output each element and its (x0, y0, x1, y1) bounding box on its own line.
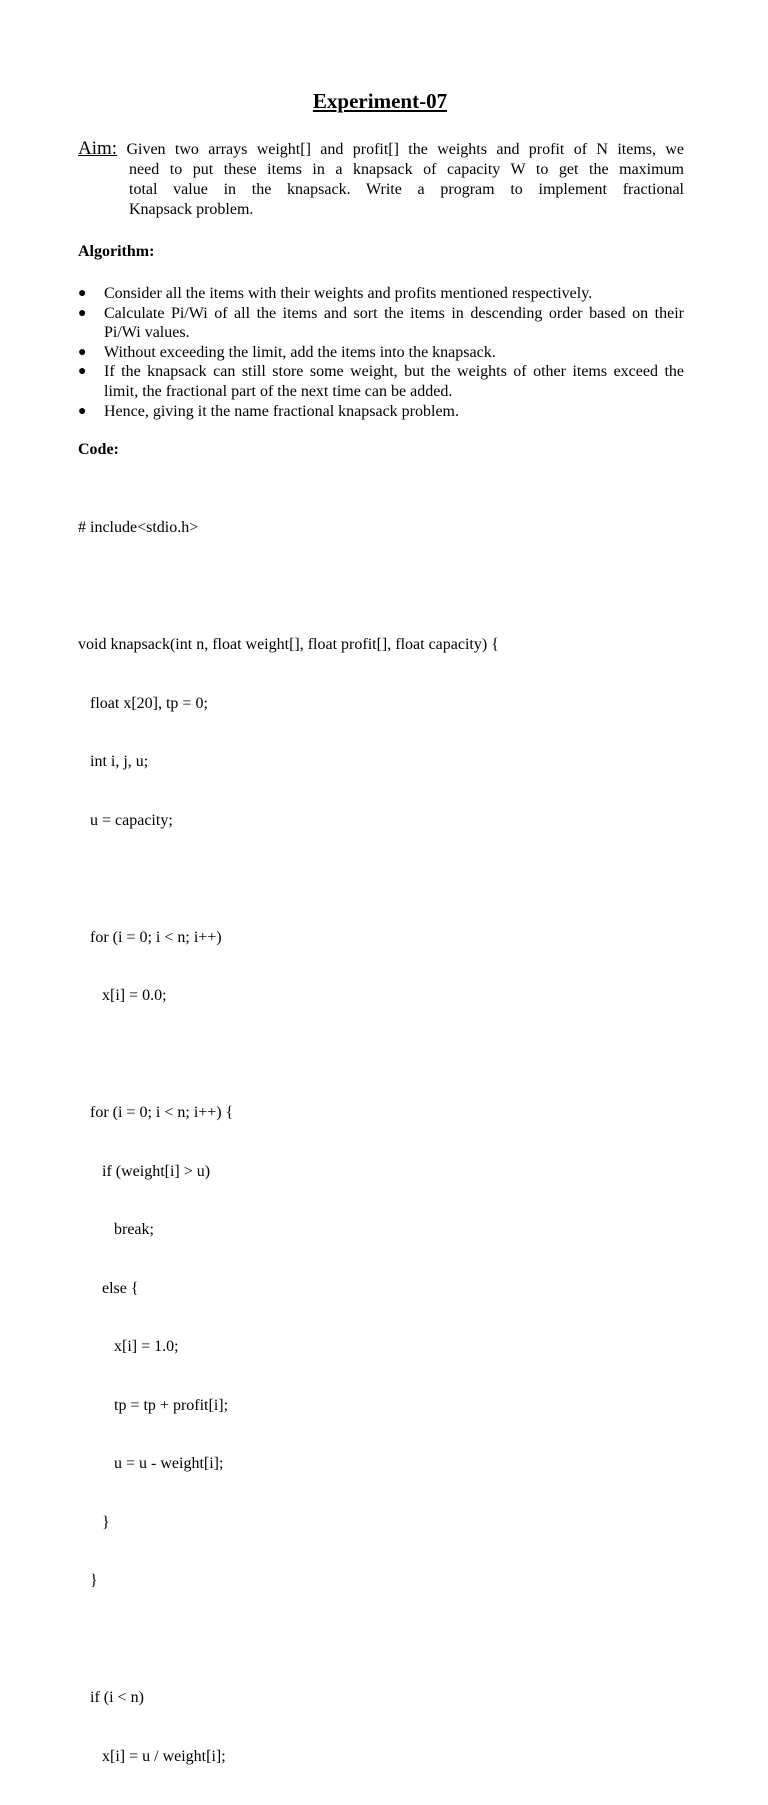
code-line: u = capacity; (78, 811, 173, 829)
algorithm-step (78, 343, 684, 363)
aim-label: Aim: (78, 138, 118, 159)
code-line: } (78, 1572, 98, 1589)
algorithm-step-text: Without exceeding the limit, add the items into the knapsack. (104, 343, 496, 361)
code-line: int i, j, u; (78, 753, 149, 770)
bullet-icon: ● (78, 286, 87, 301)
code-line: void knapsack(int n, float weight[], float profit[], float capacity) { (78, 636, 499, 653)
code-line (78, 869, 499, 889)
algorithm-step-text: Calculate Pi/Wi of all the items and sort the items in descending order based on their Pi/Wi values. (104, 304, 684, 342)
code-block (78, 479, 499, 1805)
code-line: } (78, 1513, 110, 1531)
code-line: else { (78, 1279, 139, 1297)
aim-text-line-3: total value in the knapsack. Write a program to implement fractional (129, 181, 684, 198)
code-line: if (i < n) (78, 1689, 144, 1706)
page-title: Experiment-07 (312, 89, 448, 113)
code-line: u = u - weight[i]; (78, 1455, 224, 1472)
code-line: for (i = 0; i < n; i++) { (78, 1104, 234, 1121)
code-line: for (i = 0; i < n; i++) (78, 928, 222, 946)
aim-text-line-4: Knapsack problem. (129, 201, 254, 218)
algorithm-step-text: If the knapsack can still store some weight, but the weights of other items exceed the limit, the fractional part of the next time can be added. (104, 363, 684, 400)
code-line: float x[20], tp = 0; (78, 694, 208, 712)
aim-text-line-1: Given two arrays weight[] and profit[] the weights and profit of N items, we (126, 141, 685, 158)
algorithm-step (78, 402, 684, 422)
algorithm-step-text: Hence, giving it the name fractional knapsack problem. (104, 402, 459, 420)
code-line: x[i] = 0.0; (78, 987, 167, 1004)
bullet-icon: ● (78, 403, 87, 419)
bullet-icon: ● (78, 344, 87, 360)
code-line: if (weight[i] > u) (78, 1162, 211, 1180)
aim-paragraph (78, 139, 684, 220)
code-line: x[i] = u / weight[i]; (78, 1747, 226, 1765)
code-heading: Code: (78, 441, 119, 458)
algorithm-step (78, 284, 684, 304)
code-line: # include<stdio.h> (78, 519, 199, 536)
code-line: x[i] = 1.0; (78, 1338, 179, 1355)
bullet-icon: ● (78, 364, 87, 380)
algorithm-heading: Algorithm: (78, 243, 155, 260)
bullet-icon: ● (78, 305, 87, 321)
aim-text-line-2: need to put these items in a knapsack of capacity W to get the maximum (129, 161, 684, 178)
aim-first-line (78, 139, 684, 160)
code-line (78, 577, 499, 597)
algorithm-step (78, 304, 684, 343)
algorithm-list (78, 284, 684, 421)
algorithm-step (78, 362, 684, 401)
aim-continuation (78, 160, 684, 220)
code-line: tp = tp + profit[i]; (78, 1396, 229, 1414)
code-line (78, 1045, 499, 1065)
code-line: break; (78, 1221, 154, 1238)
algorithm-step-text: Consider all the items with their weights and profits mentioned respectively. (104, 285, 593, 302)
code-line (78, 1630, 499, 1650)
